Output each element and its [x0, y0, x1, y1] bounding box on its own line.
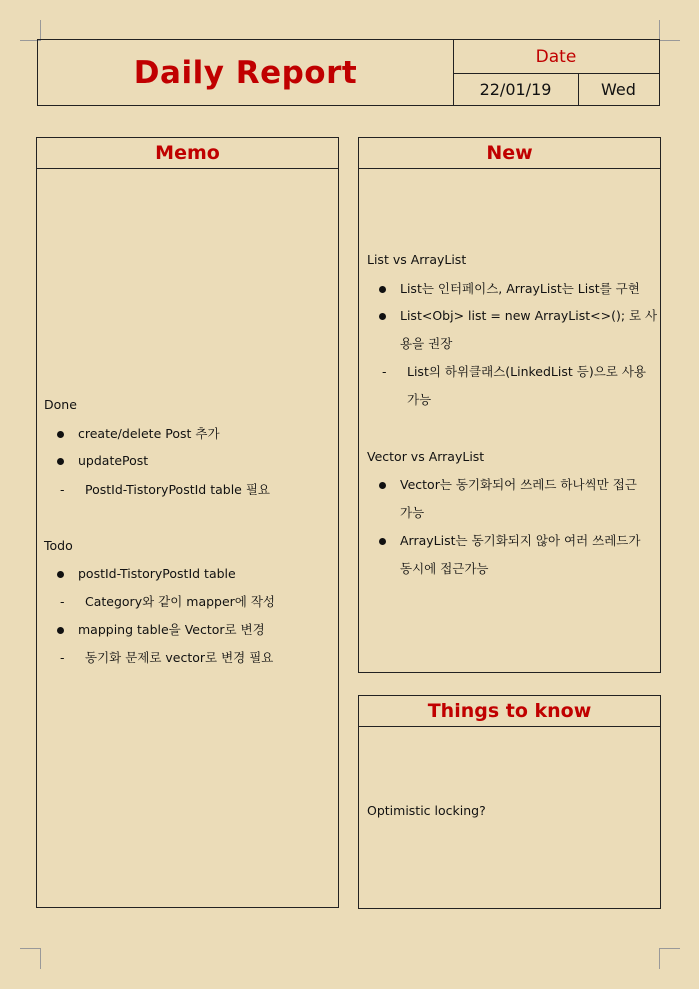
day-value: Wed — [601, 79, 636, 99]
report-header — [37, 39, 660, 106]
new-box — [358, 137, 661, 673]
date-value: 22/01/19 — [453, 73, 579, 105]
todo-title: Todo — [44, 538, 73, 553]
list-item: List<Obj> list = new ArrayList<>(); 로 사 — [400, 308, 658, 323]
list-item-continuation: 동시에 접근가능 — [400, 561, 489, 576]
list-item: List는 인터페이스, ArrayList는 List를 구현 — [400, 281, 640, 296]
things-to-know-heading: Things to know — [359, 696, 660, 727]
todo-item: mapping table을 Vector로 변경 — [78, 622, 265, 637]
list-item-continuation: 용을 권장 — [400, 336, 453, 351]
new-heading: New — [359, 138, 660, 169]
list-item: ArrayList는 동기화되지 않아 여러 쓰레드가 — [400, 533, 641, 548]
section-title: Vector vs ArrayList — [367, 449, 485, 464]
sub-item-continuation: 가능 — [407, 392, 432, 407]
todo-sub-item: - 동기화 문제로 vector로 변경 필요 — [85, 649, 273, 667]
list-item-continuation: 가능 — [400, 505, 425, 520]
done-title: Done — [44, 397, 77, 412]
crop-mark-bottom-left — [20, 948, 41, 969]
crop-mark-top-right — [659, 20, 680, 41]
date-label: Date — [453, 40, 659, 74]
crop-mark-top-left — [20, 20, 41, 41]
title-cell — [38, 40, 454, 105]
crop-mark-bottom-right — [659, 948, 680, 969]
page-title: Daily Report — [133, 54, 358, 91]
sub-item: - List의 하위클래스(LinkedList 등)으로 사용 — [407, 363, 646, 381]
memo-heading: Memo — [37, 138, 338, 169]
section-title: List vs ArrayList — [367, 252, 467, 267]
done-item: create/delete Post 추가 — [78, 426, 220, 441]
list-item: Vector는 동기화되어 쓰레드 하나씩만 접근 — [400, 477, 637, 492]
memo-box — [36, 137, 339, 908]
done-sub-item: - PostId-TistoryPostId table 필요 — [85, 481, 270, 499]
todo-sub-item: - Category와 같이 mapper에 작성 — [85, 593, 275, 611]
done-item: updatePost — [78, 453, 149, 468]
todo-item: postId-TistoryPostId table — [78, 566, 236, 581]
things-to-know-text: Optimistic locking? — [367, 803, 486, 818]
